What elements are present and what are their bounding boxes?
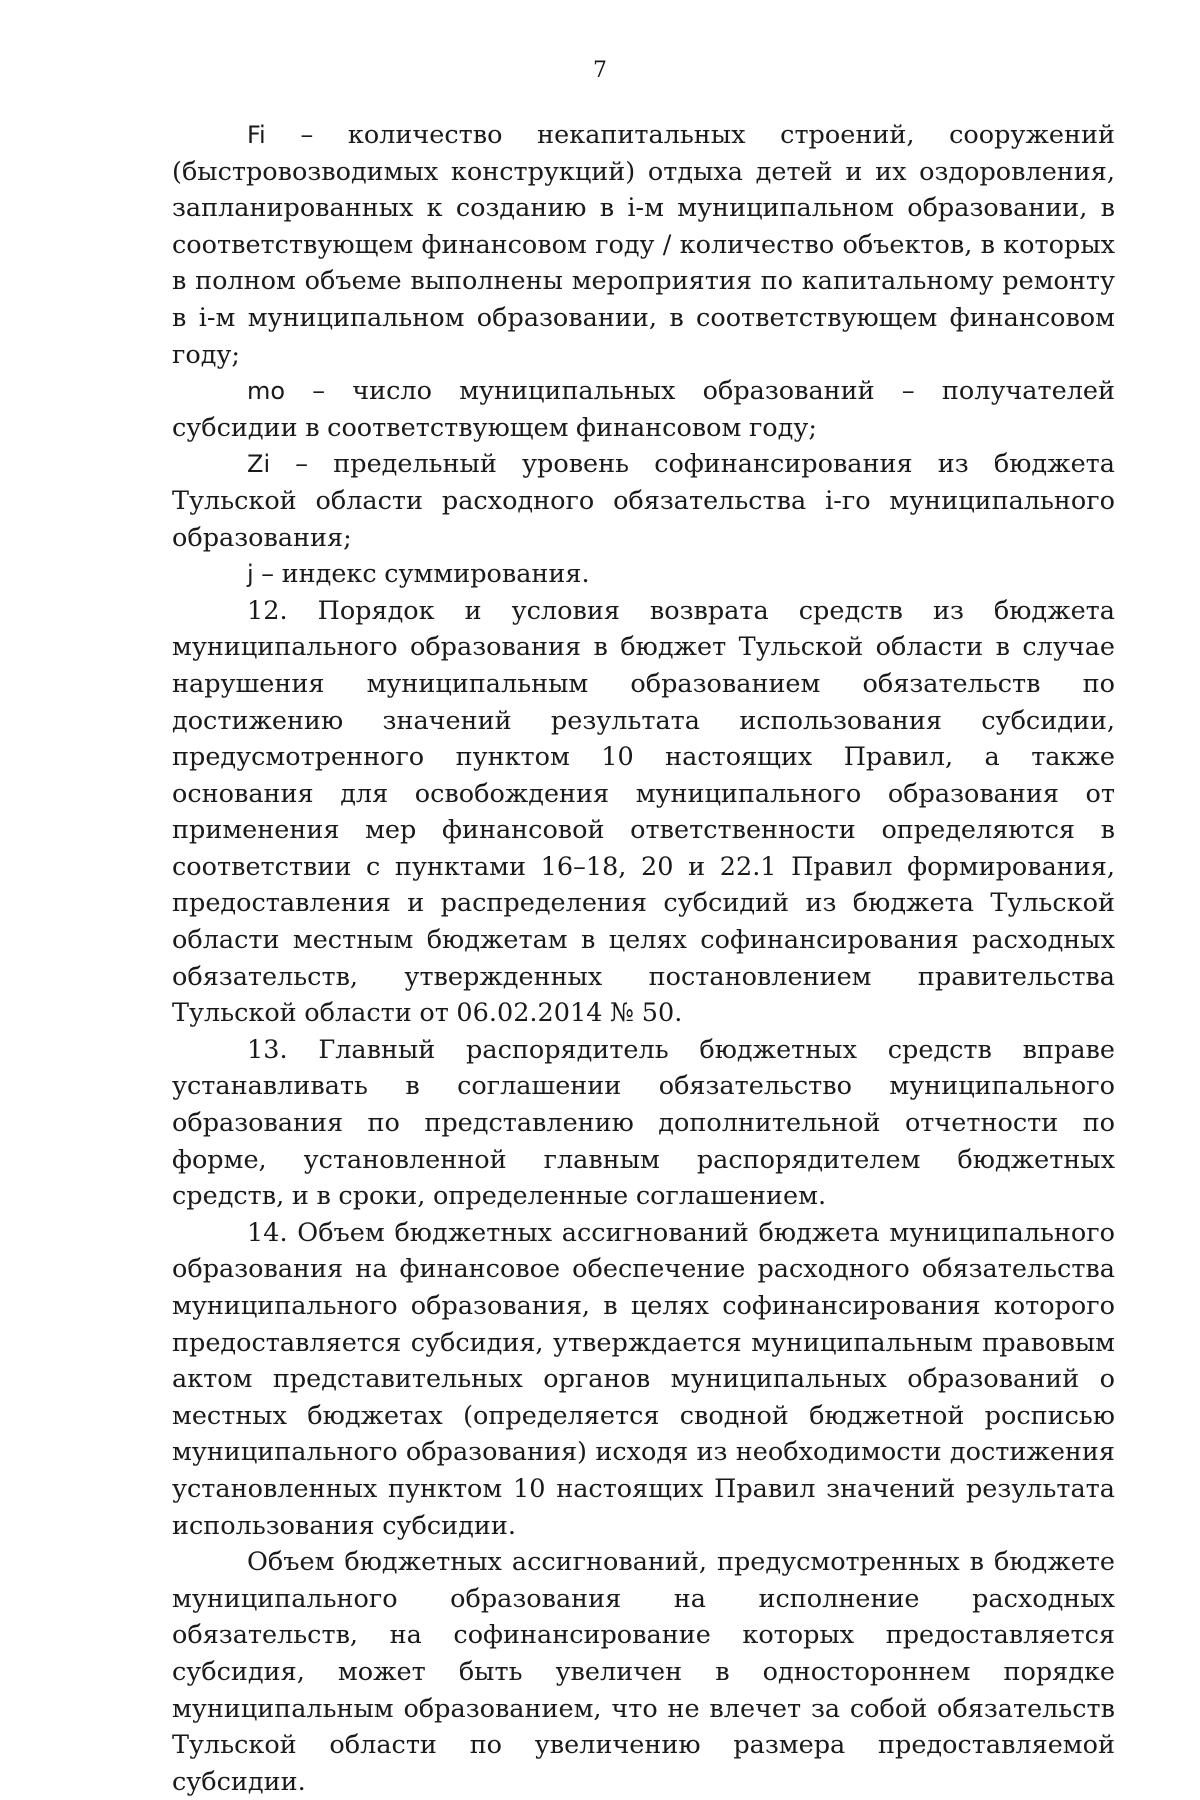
clause-13: 13. Главный распорядитель бюджетных средств вправе устанавливать в соглашении обязательство муниципального образования по представлению дополнительной отчетности по форме, установленной главным распорядителем бюджетных средств, и в сроки, определенные соглашением.	[172, 1034, 1115, 1212]
definition-mo-text: – число муниципальных образований – получателей субсидии в соответствующем финансовом году;	[172, 376, 1115, 443]
clause-14-continuation: Объем бюджетных ассигнований, предусмотренных в бюджете муниципального образования на исполнение расходных обязательств, на софинансирование которых предоставляется субсидия, может быть увеличен в одностороннем порядке муниципальным образованием, что не влечет за собой обязательств Тульской области по увеличению размера предоставляемой субсидии.	[172, 1547, 1115, 1797]
definition-zi	[172, 446, 1115, 556]
definition-mo	[172, 373, 1115, 446]
definition-j-text: – индекс суммирования.	[253, 559, 590, 590]
symbol-fi: Fi	[247, 121, 266, 149]
clause-12: 12. Порядок и условия возврата средств из бюджета муниципального образования в бюджет Тульской области в случае нарушения муниципальным образованием обязательств по достижению значений результата использования субсидии, предусмотренного пунктом 10 настоящих Правил, а также основания для освобождения муниципального образования от применения мер финансовой ответственности определяются в соответствии с пунктами 16–18, 20 и 22.1 Правил формирования, предоставления и распределения субсидий из бюджета Тульской области местным бюджетам в целях софинансирования расходных обязательств, утвержденных постановлением правительства Тульской области от 06.02.2014 № 50.	[172, 595, 1115, 1029]
document-body	[172, 117, 1115, 1800]
definition-zi-text: – предельный уровень софинансирования из бюджета Тульской области расходного обязательства i-го муниципального образования;	[172, 449, 1115, 553]
page-number: 7	[593, 58, 607, 83]
definition-j	[172, 556, 1115, 593]
symbol-mo: mo	[247, 377, 286, 406]
symbol-j: j	[247, 560, 254, 589]
symbol-zi: Zi	[247, 450, 271, 479]
definition-fi	[172, 117, 1115, 373]
clause-14: 14. Объем бюджетных ассигнований бюджета муниципального образования на финансовое обеспечение расходного обязательства муниципального образования, в целях софинансирования которого предоставляется субсидия, утверждается муниципальным правовым актом представительных органов муниципальных образований о местных бюджетах (определяется сводной бюджетной росписью муниципального образования) исходя из необходимости достижения установленных пунктом 10 настоящих Правил значений результата использования субсидии.	[172, 1217, 1115, 1541]
definition-fi-text: – количество некапитальных строений, сооружений (быстровозводимых конструкций) отдыха детей и их оздоровления, запланированных к созданию в i-м муниципальном образовании, в соответствующем финансовом году / количество объектов, в которых в полном объеме выполнены мероприятия по капитальному ремонту в i-м муниципальном образовании, в соответствующем финансовом году;	[172, 120, 1115, 370]
